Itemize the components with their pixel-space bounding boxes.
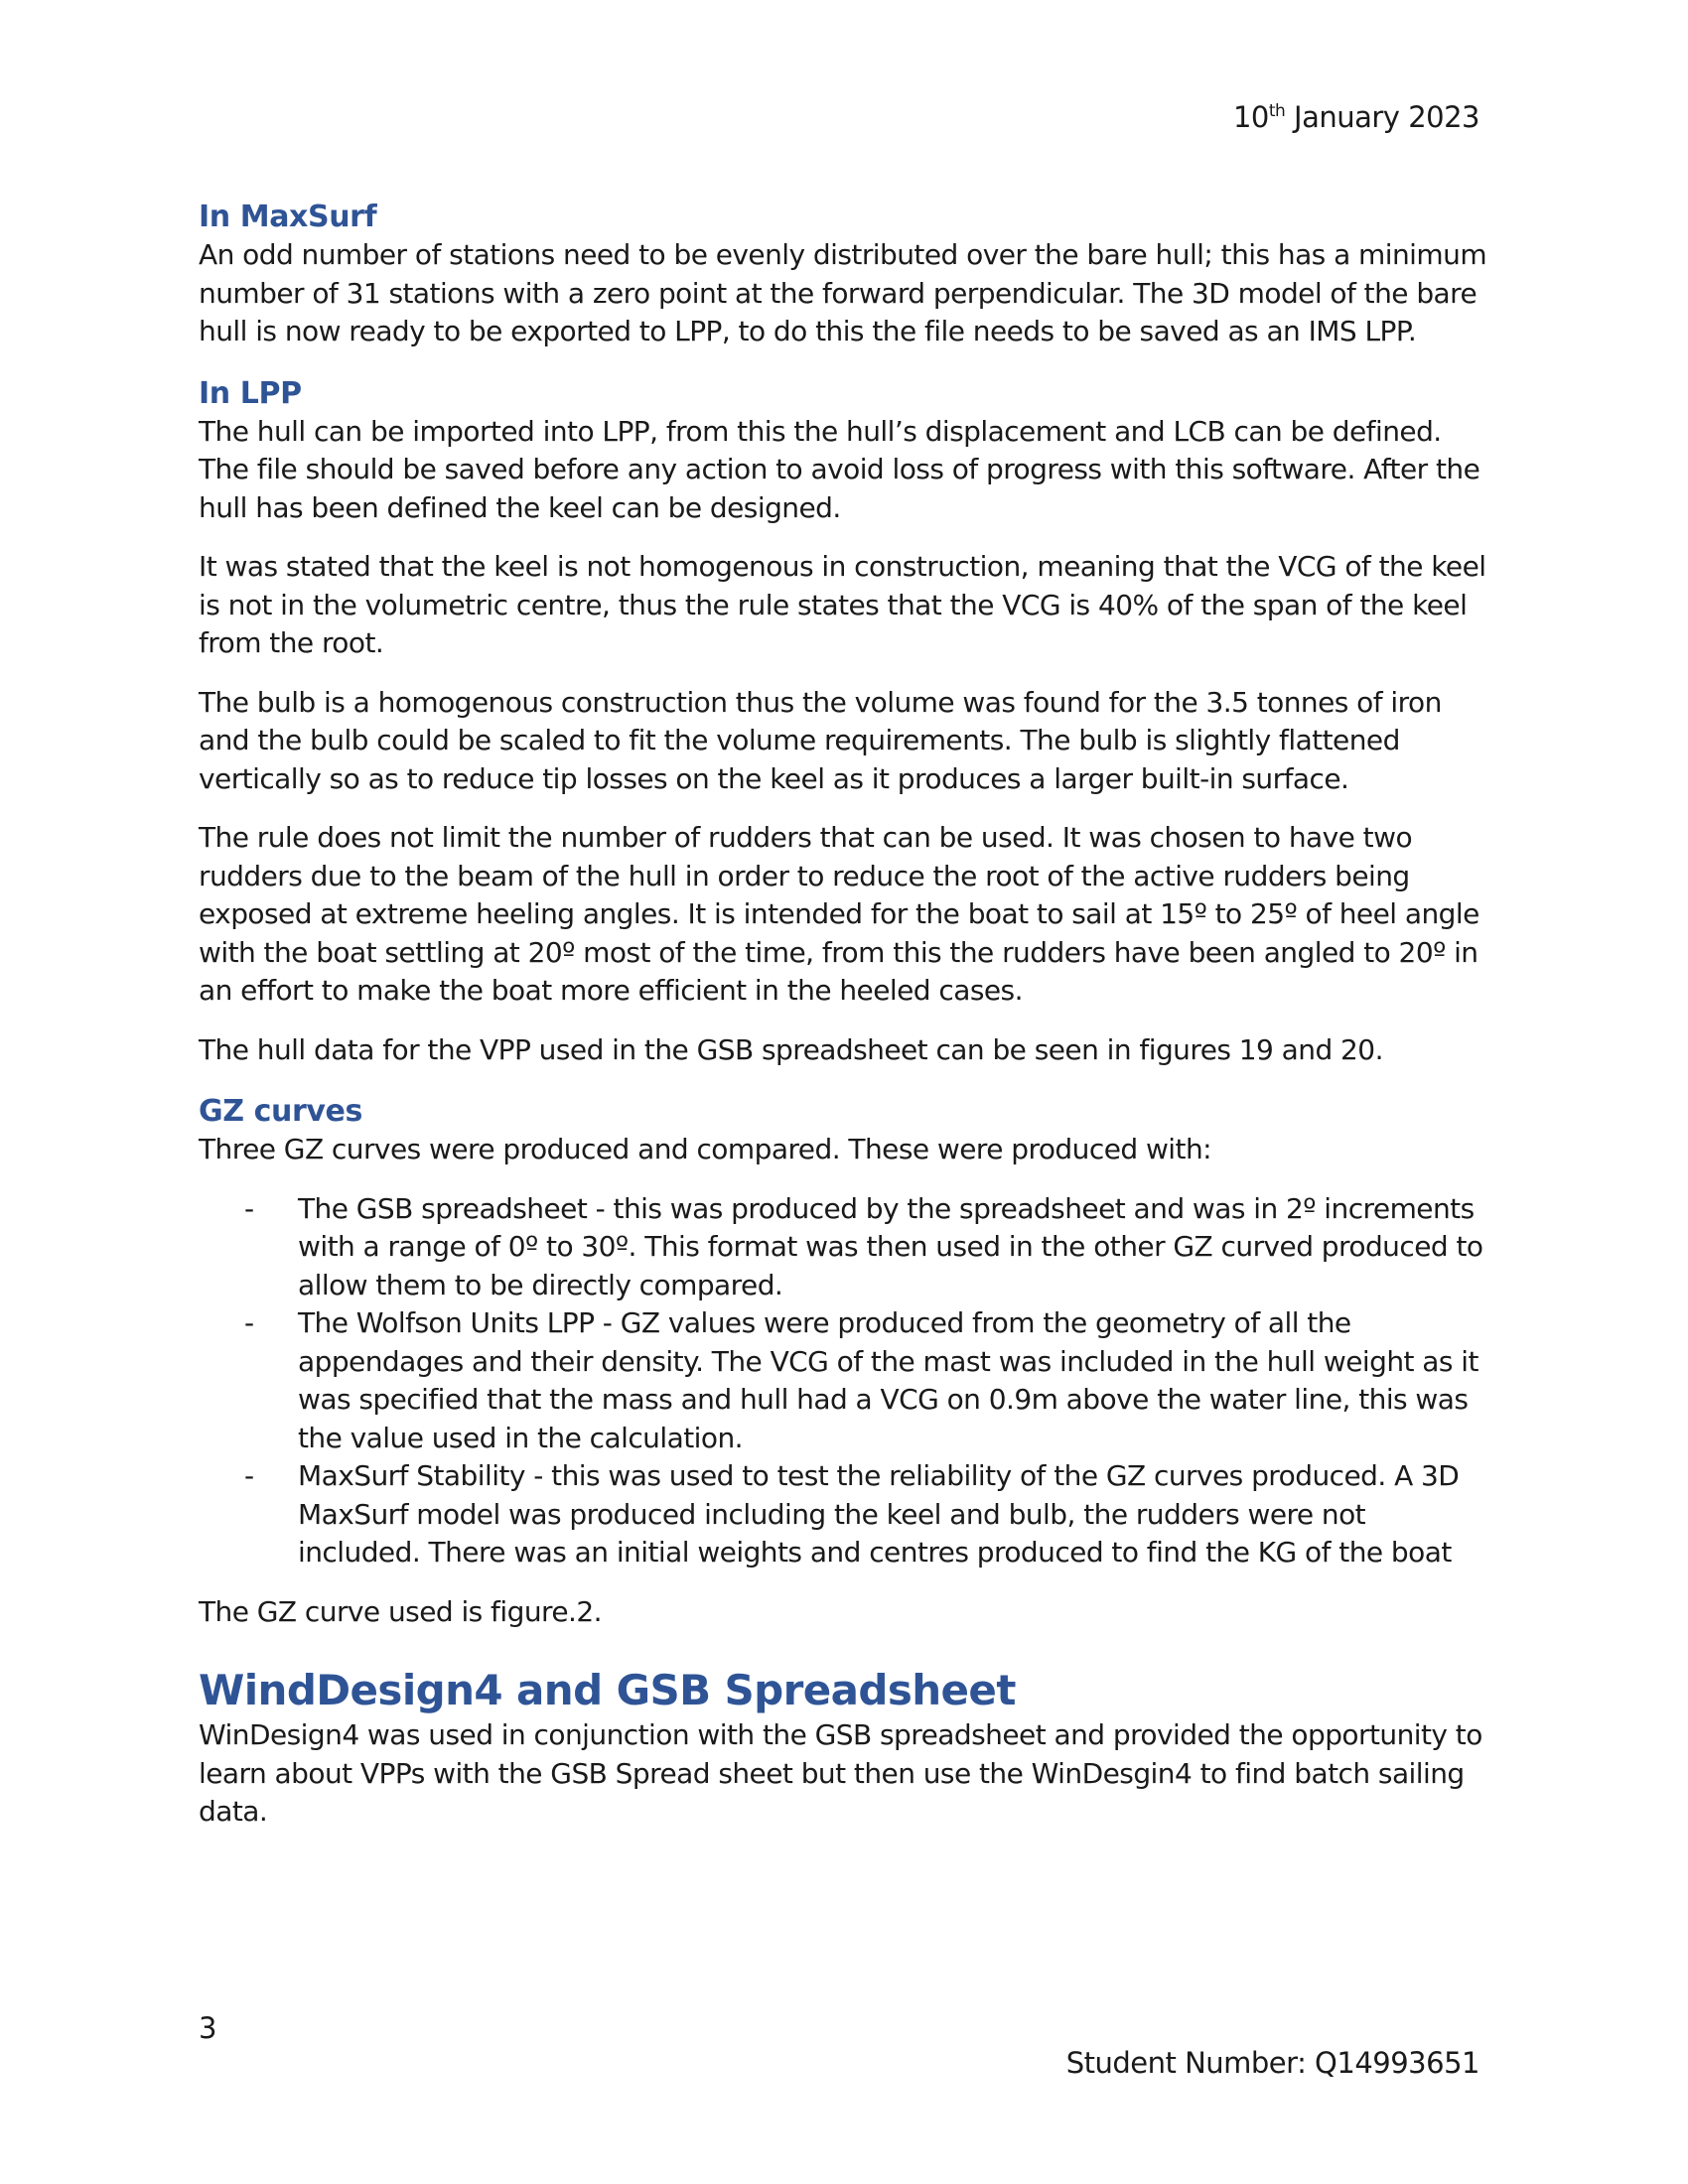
paragraph-gz-intro: Three GZ curves were produced and compared. These were produced with: (199, 1133, 1212, 1165)
heading-gz-curves: GZ curves (199, 1094, 362, 1129)
dash-marker: - (244, 1459, 254, 1492)
list-item: - MaxSurf Stability - this was used to test the reliability of the GZ curves produced. A 3D MaxSurf model was produced including the keel and bulb, the rudders were not included. There was an initial weights and centres produced to find the KG of the boat (244, 1459, 1460, 1569)
paragraph-windesign: WinDesign4 was used in conjunction with the GSB spreadsheet and provided the opportunity to learn about VPPs with the GSB Spread sheet but then use the WinDesgin4 to find batch sailing data. (199, 1718, 1482, 1828)
page-body (199, 199, 1489, 1832)
dash-marker: - (244, 1191, 254, 1225)
paragraph-gz-outro: The GZ curve used is figure.2. (199, 1594, 603, 1628)
page-number: 3 (199, 2011, 217, 2045)
paragraph-lpp-4: The rule does not limit the number of rudders that can be used. It was chosen to have two rudders due to the beam of the hull in order to reduce the root of the active rudders being exposed at extreme heeling angles. It is intended for the boat to sail at 15º to 25º of heel angle with the boat settling at 20º most of the time, from this the rudders have been angled to 20º in an effort to make the boat more efficient in the heeled cases. (199, 821, 1479, 1007)
list-item: - The GSB spreadsheet - this was produced by the spreadsheet and was in 2º increments with a range of 0º to 30º. This format was then used in the other GZ curved produced to allow them to be directly compared. (244, 1191, 1483, 1301)
list-item: - The Wolfson Units LPP - GZ values were produced from the geometry of all the appendages and their density. The VCG of the mast was included in the hull weight as it was specified that the mass and hull had a VCG on 0.9m above the water line, this was the value used in the calculation. (244, 1306, 1478, 1454)
heading-windesign: WindDesign4 and GSB Spreadsheet (199, 1666, 1016, 1714)
paragraph-lpp-5: The hull data for the VPP used in the GSB spreadsheet can be seen in figures 19 and 20. (199, 1032, 1383, 1066)
date-rest: January 2023 (1285, 100, 1479, 134)
paragraph-lpp-2: It was stated that the keel is not homogenous in construction, meaning that the VCG of the keel is not in the volumetric centre, thus the rule states that the VCG is 40% of the span of the keel from the root. (199, 550, 1486, 659)
student-number: Student Number: Q14993651 (1065, 2046, 1479, 2080)
paragraph-maxsurf: An odd number of stations need to be evenly distributed over the bare hull; this has a minimum number of 31 stations with a zero point at the forward perpendicular. The 3D model of the bare hull is now ready to be exported to LPP, to do this the file needs to be saved as an IMS LPP. (199, 238, 1487, 347)
gz-bullet-list (199, 1190, 1489, 1572)
paragraph-lpp-3: The bulb is a homogenous construction thus the volume was found for the 3.5 tonnes of iron and the bulb could be scaled to fit the volume requirements. The bulb is slightly flattened vertically so as to reduce tip losses on the keel as it produces a larger built-in surface. (199, 685, 1442, 795)
date-day: 10 (1232, 100, 1269, 134)
paragraph-lpp-1: The hull can be imported into LPP, from this the hull’s displacement and LCB can be defined. The file should be saved before any action to avoid loss of progress with this software. After the hull has been defined the keel can be designed. (199, 414, 1480, 524)
date-suffix: th (1268, 101, 1286, 121)
header-date (1233, 99, 1479, 135)
heading-in-lpp: In LPP (199, 375, 302, 411)
heading-in-maxsurf: In MaxSurf (199, 200, 377, 234)
dash-marker: - (244, 1306, 254, 1339)
